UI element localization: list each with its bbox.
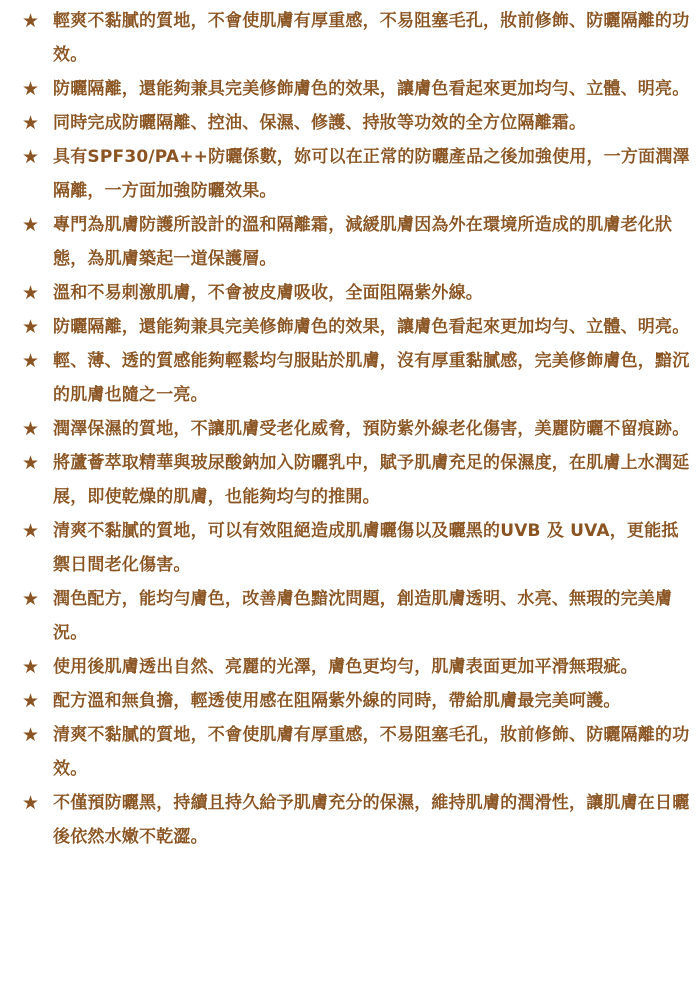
star-bullet-icon: ★ [22, 418, 40, 440]
item-text: 清爽不黏膩的質地，不會使肌膚有厚重感，不易阻塞毛孔，妝前修飾、防曬隔離的功效。 [53, 725, 690, 779]
list-item [0, 344, 700, 412]
item-text: 具有SPF30/PA++防曬係數，妳可以在正常的防曬產品之後加強使用，一方面潤澤隔離，一方面加強防曬效果。 [53, 147, 690, 201]
star-bullet-icon: ★ [22, 316, 40, 338]
star-bullet-icon: ★ [22, 112, 40, 134]
item-text: 專門為肌膚防護所設計的溫和隔離霜，減緩肌膚因為外在環境所造成的肌膚老化狀態，為肌膚築起一道保護層。 [53, 215, 673, 269]
list-item [0, 514, 700, 582]
list-item [0, 412, 700, 446]
star-bullet-icon: ★ [22, 350, 40, 372]
list-item [0, 72, 700, 106]
star-bullet-icon: ★ [22, 214, 40, 236]
star-bullet-icon: ★ [22, 792, 40, 814]
list-item [0, 4, 700, 72]
list-item [0, 310, 700, 344]
list-item [0, 718, 700, 786]
star-bullet-icon: ★ [22, 452, 40, 474]
star-bullet-icon: ★ [22, 690, 40, 712]
list-item [0, 684, 700, 718]
item-text: 潤色配方，能均勻膚色，改善膚色黯沈問題，創造肌膚透明、水亮、無瑕的完美膚況。 [53, 589, 673, 643]
star-bullet-icon: ★ [22, 656, 40, 678]
item-text: 配方溫和無負擔，輕透使用感在阻隔紫外線的同時，帶給肌膚最完美呵護。 [53, 691, 621, 711]
list-item [0, 650, 700, 684]
star-bullet-icon: ★ [22, 10, 40, 32]
star-bullet-icon: ★ [22, 588, 40, 610]
list-item [0, 208, 700, 276]
star-bullet-icon: ★ [22, 78, 40, 100]
item-text: 防曬隔離，還能夠兼具完美修飾膚色的效果，讓膚色看起來更加均勻、立體、明亮。 [53, 79, 690, 99]
item-text: 使用後肌膚透出自然、亮麗的光澤，膚色更均勻，肌膚表面更加平滑無瑕疵。 [53, 657, 638, 677]
star-bullet-icon: ★ [22, 724, 40, 746]
list-item [0, 140, 700, 208]
item-text: 清爽不黏膩的質地，可以有效阻絕造成肌膚曬傷以及曬黑的UVB 及 UVA，更能抵禦日間老化傷害。 [53, 521, 679, 575]
item-text: 潤澤保濕的質地，不讓肌膚受老化威脅，預防紫外線老化傷害，美麗防曬不留痕跡。 [53, 419, 690, 439]
list-item [0, 582, 700, 650]
item-text: 防曬隔離，還能夠兼具完美修飾膚色的效果，讓膚色看起來更加均勻、立體、明亮。 [53, 317, 690, 337]
list-item [0, 276, 700, 310]
item-text: 不僅預防曬黑，持續且持久給予肌膚充分的保濕，維持肌膚的潤滑性，讓肌膚在日曬後依然水嫩不乾澀。 [53, 793, 690, 847]
star-bullet-icon: ★ [22, 282, 40, 304]
list-item [0, 446, 700, 514]
list-item [0, 106, 700, 140]
item-text: 輕爽不黏膩的質地，不會使肌膚有厚重感，不易阻塞毛孔，妝前修飾、防曬隔離的功效。 [53, 11, 690, 65]
item-text: 將蘆薈萃取精華與玻尿酸鈉加入防曬乳中，賦予肌膚充足的保濕度，在肌膚上水潤延展，即使乾燥的肌膚，也能夠均勻的推開。 [53, 453, 690, 507]
list-item [0, 786, 700, 854]
item-text: 同時完成防曬隔離、控油、保濕、修護、持妝等功效的全方位隔離霜。 [53, 113, 587, 133]
star-bullet-icon: ★ [22, 520, 40, 542]
star-bullet-icon: ★ [22, 146, 40, 168]
item-text: 輕、薄、透的質感能夠輕鬆均勻服貼於肌膚，沒有厚重黏膩感，完美修飾膚色，黯沉的肌膚也隨之一亮。 [53, 351, 690, 405]
item-text: 溫和不易刺激肌膚，不會被皮膚吸收，全面阻隔紫外線。 [53, 283, 483, 303]
